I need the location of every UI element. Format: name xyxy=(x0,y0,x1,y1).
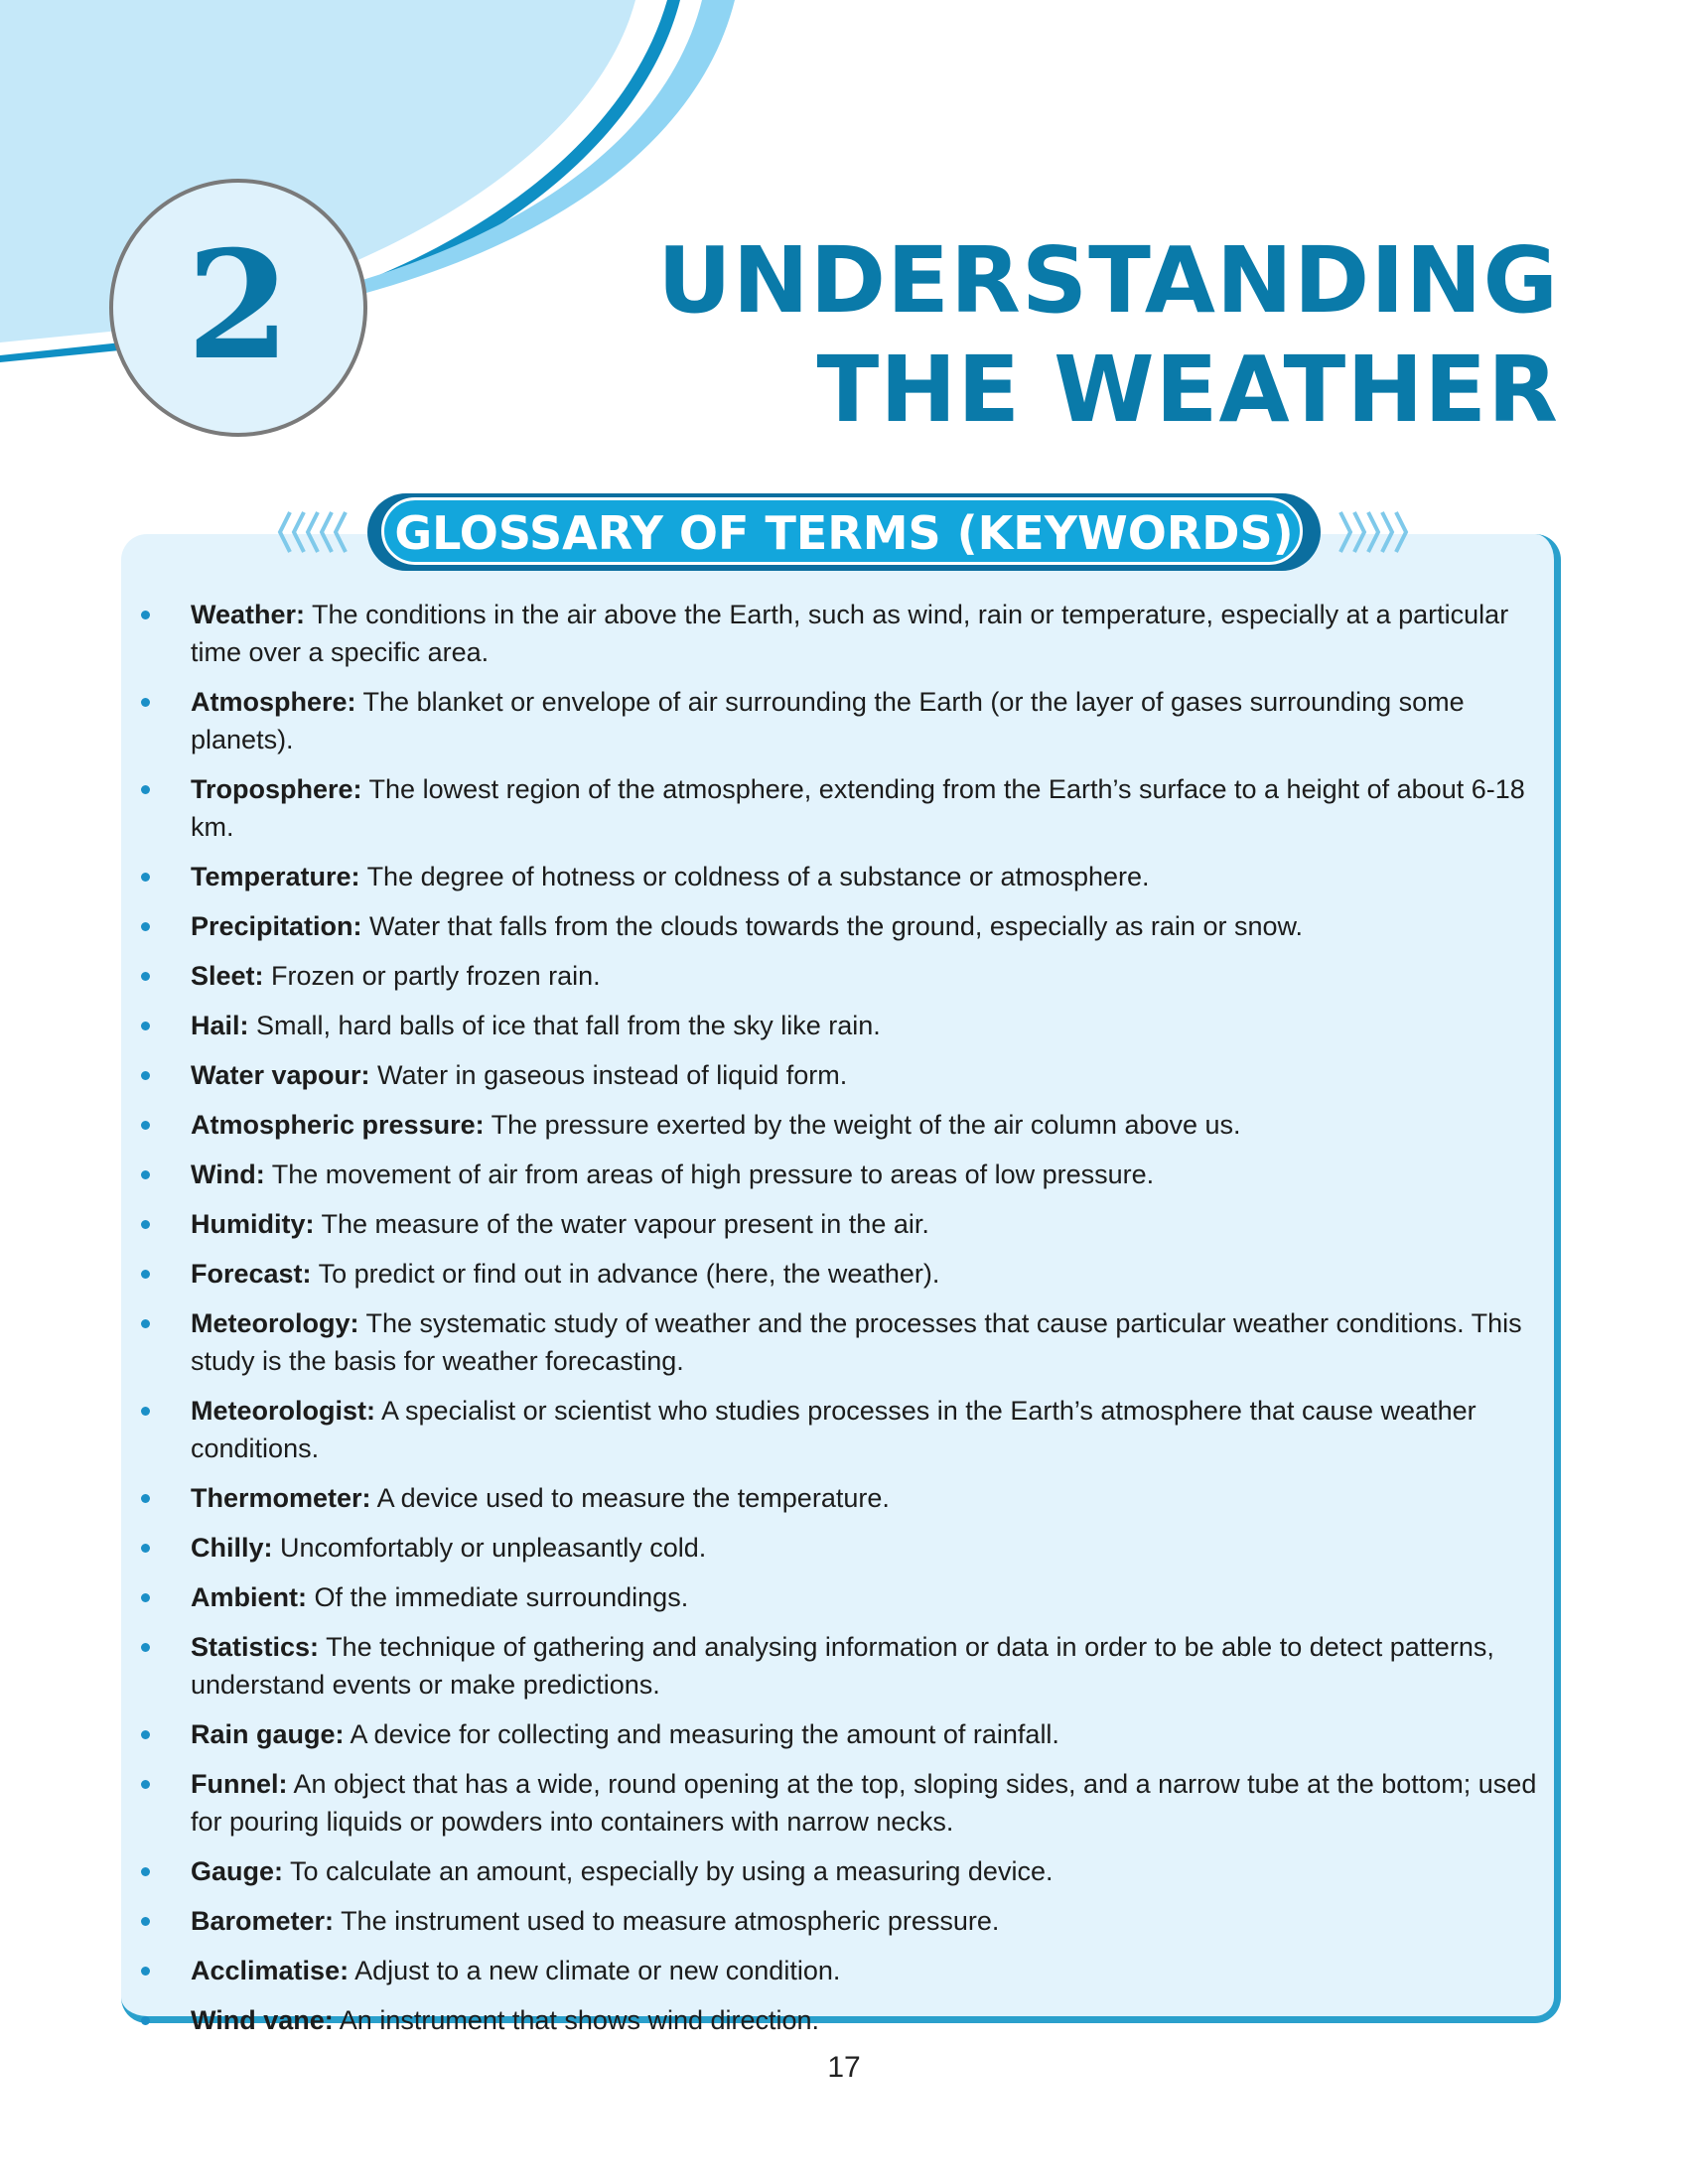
glossary-item xyxy=(135,1578,1545,1616)
glossary-item xyxy=(135,1628,1545,1704)
glossary-term: Atmospheric pressure: xyxy=(191,1110,485,1140)
glossary-definition: To predict or find out in advance (here, the weather). xyxy=(318,1259,940,1289)
glossary-item xyxy=(135,2001,1545,2039)
bullet-icon xyxy=(141,1780,150,1789)
glossary-definition: The degree of hotness or coldness of a substance or atmosphere. xyxy=(366,862,1150,891)
glossary-definition: To calculate an amount, especially by using a measuring device. xyxy=(290,1856,1054,1886)
bullet-icon xyxy=(141,1917,150,1926)
glossary-term: Funnel: xyxy=(191,1769,288,1799)
glossary-item xyxy=(135,1715,1545,1753)
chapter-number: 2 xyxy=(186,218,291,393)
glossary-definition: Small, hard balls of ice that fall from the sky like rain. xyxy=(256,1011,881,1040)
bullet-icon xyxy=(141,1494,150,1503)
left-chevrons-icon xyxy=(276,504,355,560)
glossary-item xyxy=(135,1205,1545,1243)
glossary-definition: Water that falls from the clouds towards the ground, especially as rain or snow. xyxy=(369,911,1303,941)
bullet-icon xyxy=(141,1730,150,1739)
glossary-term: Rain gauge: xyxy=(191,1719,345,1749)
glossary-definition: A specialist or scientist who studies processes in the Earth’s atmosphere that cause weather conditions. xyxy=(191,1396,1477,1463)
glossary-definition: The conditions in the air above the Earth, such as wind, rain or temperature, especially at a particular time over a specific area. xyxy=(191,600,1509,667)
bullet-icon xyxy=(141,1270,150,1279)
glossary-term: Barometer: xyxy=(191,1906,335,1936)
glossary-item xyxy=(135,1765,1545,1841)
bullet-icon xyxy=(141,1544,150,1553)
glossary-definition: The pressure exerted by the weight of the air column above us. xyxy=(491,1110,1241,1140)
glossary-item xyxy=(135,1056,1545,1094)
glossary-definition: The technique of gathering and analysing information or data in order to be able to detect patterns, understand events or make predictions. xyxy=(191,1632,1494,1700)
glossary-term: Gauge: xyxy=(191,1856,284,1886)
bullet-icon xyxy=(141,873,150,882)
glossary-item xyxy=(135,770,1545,846)
bullet-icon xyxy=(141,1022,150,1030)
bullet-icon xyxy=(141,1967,150,1976)
glossary-item xyxy=(135,1529,1545,1567)
glossary-definition: Adjust to a new climate or new condition. xyxy=(354,1956,841,1985)
bullet-icon xyxy=(141,1867,150,1876)
glossary-term: Ambient: xyxy=(191,1582,307,1612)
glossary-item xyxy=(135,907,1545,945)
glossary-definition: The movement of air from areas of high pressure to areas of low pressure. xyxy=(271,1160,1155,1189)
bullet-icon xyxy=(141,972,150,981)
glossary-header xyxy=(367,493,1321,571)
glossary-item xyxy=(135,1304,1545,1380)
glossary-definition: Water in gaseous instead of liquid form. xyxy=(377,1060,848,1090)
glossary-item xyxy=(135,683,1545,758)
glossary-term: Temperature: xyxy=(191,862,360,891)
glossary-item xyxy=(135,1106,1545,1144)
glossary-definition: A device used to measure the temperature. xyxy=(376,1483,890,1513)
chapter-title-line-2: THE WEATHER xyxy=(816,337,1559,443)
glossary-item xyxy=(135,1952,1545,1989)
glossary-heading: GLOSSARY OF TERMS (KEYWORDS) xyxy=(394,506,1294,560)
glossary-item xyxy=(135,596,1545,671)
bullet-icon xyxy=(141,785,150,794)
bullet-icon xyxy=(141,1170,150,1179)
glossary-term: Meteorologist: xyxy=(191,1396,375,1426)
glossary-definition: The lowest region of the atmosphere, extending from the Earth’s surface to a height of about 6-18 km. xyxy=(191,774,1525,842)
glossary-list xyxy=(135,596,1545,2051)
glossary-definition: An object that has a wide, round opening at the top, sloping sides, and a narrow tube at the bottom; used for pouring liquids or powders into containers with narrow necks. xyxy=(191,1769,1537,1837)
bullet-icon xyxy=(141,922,150,931)
glossary-item xyxy=(135,858,1545,895)
bullet-icon xyxy=(141,1220,150,1229)
glossary-term: Humidity: xyxy=(191,1209,315,1239)
page-number: 17 xyxy=(827,2051,861,2084)
glossary-item xyxy=(135,1479,1545,1517)
glossary-definition: Of the immediate surroundings. xyxy=(314,1582,689,1612)
bullet-icon xyxy=(141,1643,150,1652)
glossary-term: Meteorology: xyxy=(191,1308,359,1338)
glossary-definition: The systematic study of weather and the processes that cause particular weather conditions. This study is the basis for weather forecasting. xyxy=(191,1308,1522,1376)
bullet-icon xyxy=(141,1319,150,1328)
bullet-icon xyxy=(141,1593,150,1602)
glossary-term: Chilly: xyxy=(191,1533,273,1563)
glossary-definition: The instrument used to measure atmospheric pressure. xyxy=(341,1906,1000,1936)
glossary-item xyxy=(135,957,1545,995)
glossary-term: Wind: xyxy=(191,1160,265,1189)
glossary-item xyxy=(135,1255,1545,1293)
chapter-title-line-1: UNDERSTANDING xyxy=(657,227,1559,334)
glossary-term: Water vapour: xyxy=(191,1060,370,1090)
glossary-definition: An instrument that shows wind direction. xyxy=(339,2005,820,2035)
glossary-term: Wind vane: xyxy=(191,2005,334,2035)
glossary-definition: The measure of the water vapour present in the air. xyxy=(321,1209,929,1239)
chapter-title xyxy=(657,226,1559,445)
glossary-item xyxy=(135,1852,1545,1890)
bullet-icon xyxy=(141,611,150,619)
bullet-icon xyxy=(141,1121,150,1130)
glossary-item xyxy=(135,1156,1545,1193)
glossary-definition: A device for collecting and measuring the amount of rainfall. xyxy=(350,1719,1059,1749)
glossary-item xyxy=(135,1902,1545,1940)
right-chevrons-icon xyxy=(1331,504,1410,560)
glossary-term: Precipitation: xyxy=(191,911,362,941)
glossary-item xyxy=(135,1007,1545,1044)
bullet-icon xyxy=(141,1071,150,1080)
glossary-term: Troposphere: xyxy=(191,774,362,804)
glossary-term: Sleet: xyxy=(191,961,264,991)
glossary-term: Weather: xyxy=(191,600,306,629)
glossary-term: Forecast: xyxy=(191,1259,312,1289)
glossary-definition: The blanket or envelope of air surrounding the Earth (or the layer of gases surrounding some planets). xyxy=(191,687,1465,754)
glossary-item xyxy=(135,1392,1545,1467)
glossary-term: Acclimatise: xyxy=(191,1956,350,1985)
glossary-term: Thermometer: xyxy=(191,1483,371,1513)
bullet-icon xyxy=(141,698,150,707)
glossary-term: Statistics: xyxy=(191,1632,320,1662)
glossary-term: Atmosphere: xyxy=(191,687,356,717)
bullet-icon xyxy=(141,1407,150,1416)
glossary-definition: Frozen or partly frozen rain. xyxy=(271,961,601,991)
glossary-term: Hail: xyxy=(191,1011,249,1040)
glossary-definition: Uncomfortably or unpleasantly cold. xyxy=(280,1533,707,1563)
bullet-icon xyxy=(141,2016,150,2025)
